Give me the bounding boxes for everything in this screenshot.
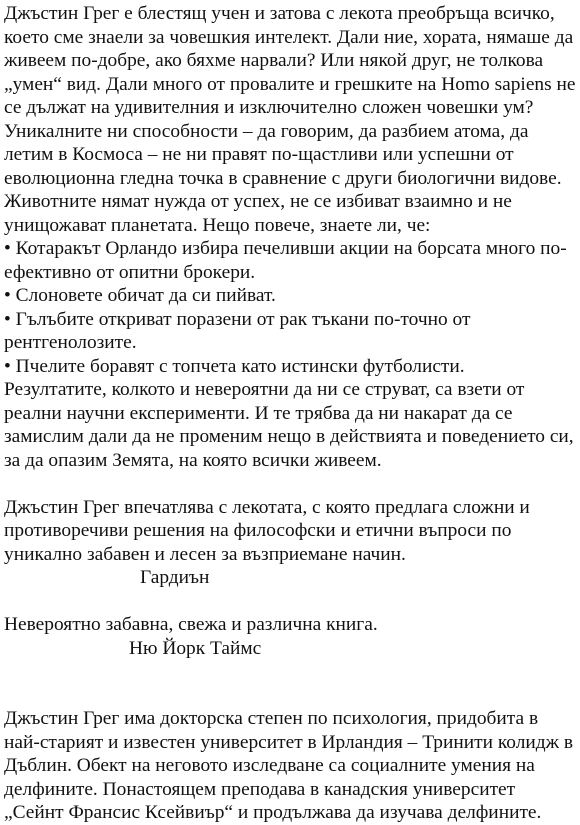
fact-item: • Гълъбите откриват поразени от рак тъкани по-точно от рентгенолозите. bbox=[4, 308, 471, 353]
review-quote-source: Гардиън bbox=[140, 567, 210, 588]
spacer bbox=[4, 590, 578, 614]
fact-item: • Котаракът Орландо избира печеливши акции на борсата много по-ефективно от опитни брокери. bbox=[4, 238, 567, 283]
review-quote-text: Джъстин Грег впечатлява с лекотата, с която предлага сложни и противоречиви решения на философски и етични въпроси по уникално забавен и лесен за възприемане начин. bbox=[4, 496, 530, 565]
spacer bbox=[4, 660, 578, 707]
review-quote-text: Невероятно забавна, свежа и различна книга. bbox=[4, 614, 378, 635]
fact-item: • Пчелите боравят с топчета като истински футболисти. bbox=[4, 355, 465, 377]
review-quote-source: Ню Йорк Таймс bbox=[129, 637, 262, 659]
fact-item: • Слоновете обичат да си пийват. bbox=[4, 285, 276, 306]
author-bio: Джъстин Грег има докторска степен по психология, придобита в най-старият и известен университет в Ирландия – Тринити колидж в Дъблин. Обект на неговото изследване са социалните умения на делфините. Понастоящем преподава в канадския университет „Сейнт Франсис Ксейвиър“ и продължава да изучава делфините. bbox=[4, 708, 574, 823]
back-cover-text bbox=[4, 2, 578, 825]
conclusion-paragraph: Резултатите, колкото и невероятни да ни се струват, са взети от реални научни експерименти. И те трябва да ни накарат да се замислим дали да не променим нещо в действията и поведението си, за да опазим Земята, на която всички живеем. bbox=[4, 379, 574, 471]
spacer bbox=[4, 472, 578, 496]
intro-paragraph: Джъстин Грег е блестящ учен и затова с лекота преобръща всичко, което сме знаели за човешкия интелект. Дали ние, хората, нямаше да живеем по-добре, ако бяхме нарвали? Или някой друг, не толкова „умен“ вид. Дали много от провалите и грешките на Homo sapiens не се дължат на удивителния и изключително сложен човешки ум? Уникалните ни способности – да говорим, да разбием атома, да летим в Космоса – не ни правят по-щастливи или успешни от еволюционна гледна точка в сравнение с други биологични видове. Животните нямат нужда от успех, не се избиват взаимно и не унищожават планетата. Нещо повече, знаете ли, че: bbox=[4, 3, 576, 236]
